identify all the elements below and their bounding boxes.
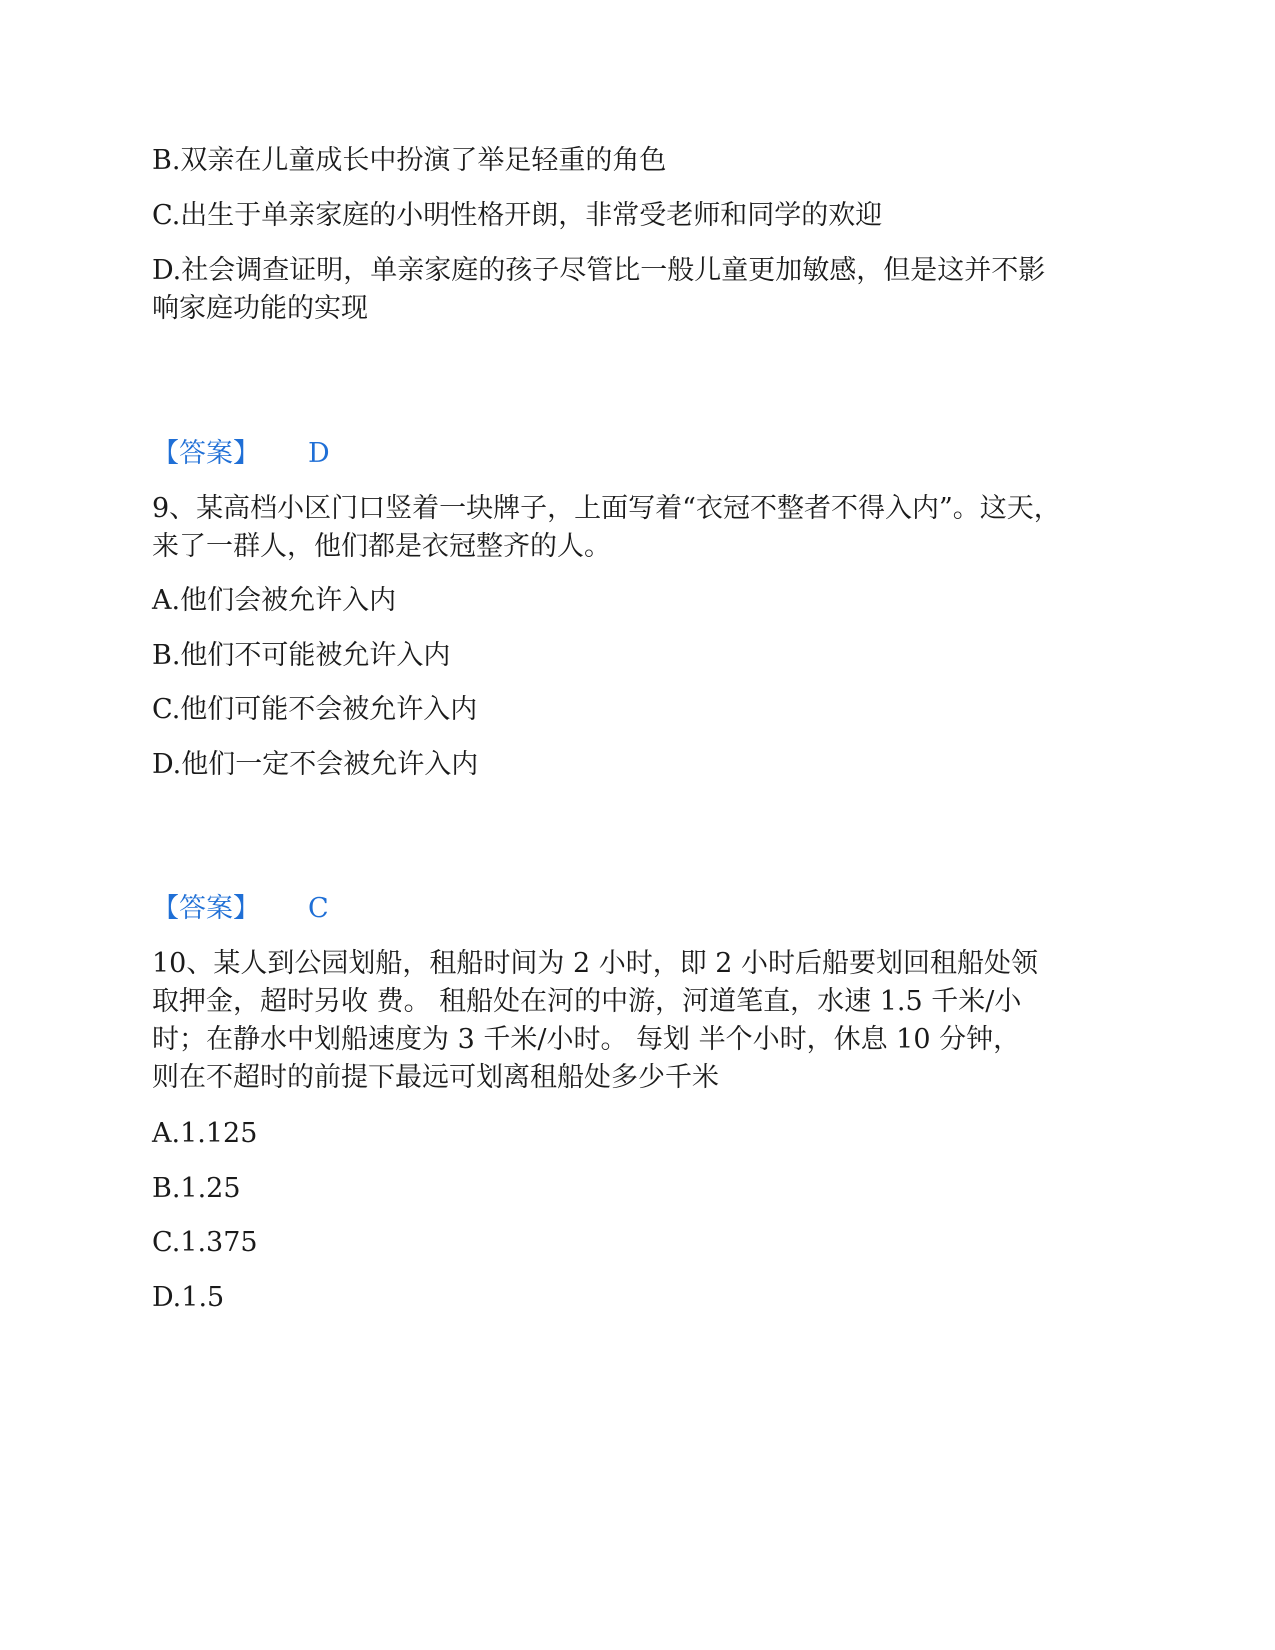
q8-answer (152, 434, 330, 474)
q9-stem-line2: 来了一群人，他们都是衣冠整齐的人。 (152, 531, 611, 562)
q10-stem-line4: 则在不超时的前提下最远可划离租船处多少千米 (152, 1062, 719, 1093)
q9-answer-value: C (308, 893, 329, 924)
q8-option-c: C.出生于单亲家庭的小明性格开朗，非常受老师和同学的欢迎 (152, 200, 883, 231)
q9-option-d: D.他们一定不会被允许入内 (152, 749, 479, 780)
q10-option-b: B.1.25 (152, 1173, 241, 1204)
q8-option-d-line1: D.社会调查证明，单亲家庭的孩子尽管比一般儿童更加敏感，但是这并不影 (152, 255, 1046, 286)
q8-option-b: B.双亲在儿童成长中扮演了举足轻重的角色 (152, 145, 667, 176)
q10-stem-line3: 时；在静水中划船速度为 3 千米/小时。 每划 半个小时，休息 10 分钟， (152, 1024, 1021, 1055)
q9-answer (152, 889, 329, 929)
q10-stem-line1: 10、某人到公园划船，租船时间为 2 小时，即 2 小时后船要划回租船处领 (152, 948, 1039, 979)
q8-option-d-line2: 响家庭功能的实现 (152, 293, 368, 324)
q10-option-d: D.1.5 (152, 1282, 225, 1313)
q9-option-c: C.他们可能不会被允许入内 (152, 694, 478, 725)
q8-answer-label: 【答案】 (152, 438, 260, 469)
q10-option-c: C.1.375 (152, 1227, 258, 1258)
q8-answer-value: D (308, 438, 330, 469)
q10-stem-line2: 取押金，超时另收 费。 租船处在河的中游，河道笔直，水速 1.5 千米/小 (152, 986, 1022, 1017)
q10-option-a: A.1.125 (152, 1118, 258, 1149)
q9-answer-label: 【答案】 (152, 893, 260, 924)
q9-option-b: B.他们不可能被允许入内 (152, 640, 451, 671)
q9-option-a: A.他们会被允许入内 (152, 585, 397, 616)
q9-stem-line1: 9、某高档小区门口竖着一块牌子，上面写着“衣冠不整者不得入内”。这天， (152, 493, 1061, 524)
